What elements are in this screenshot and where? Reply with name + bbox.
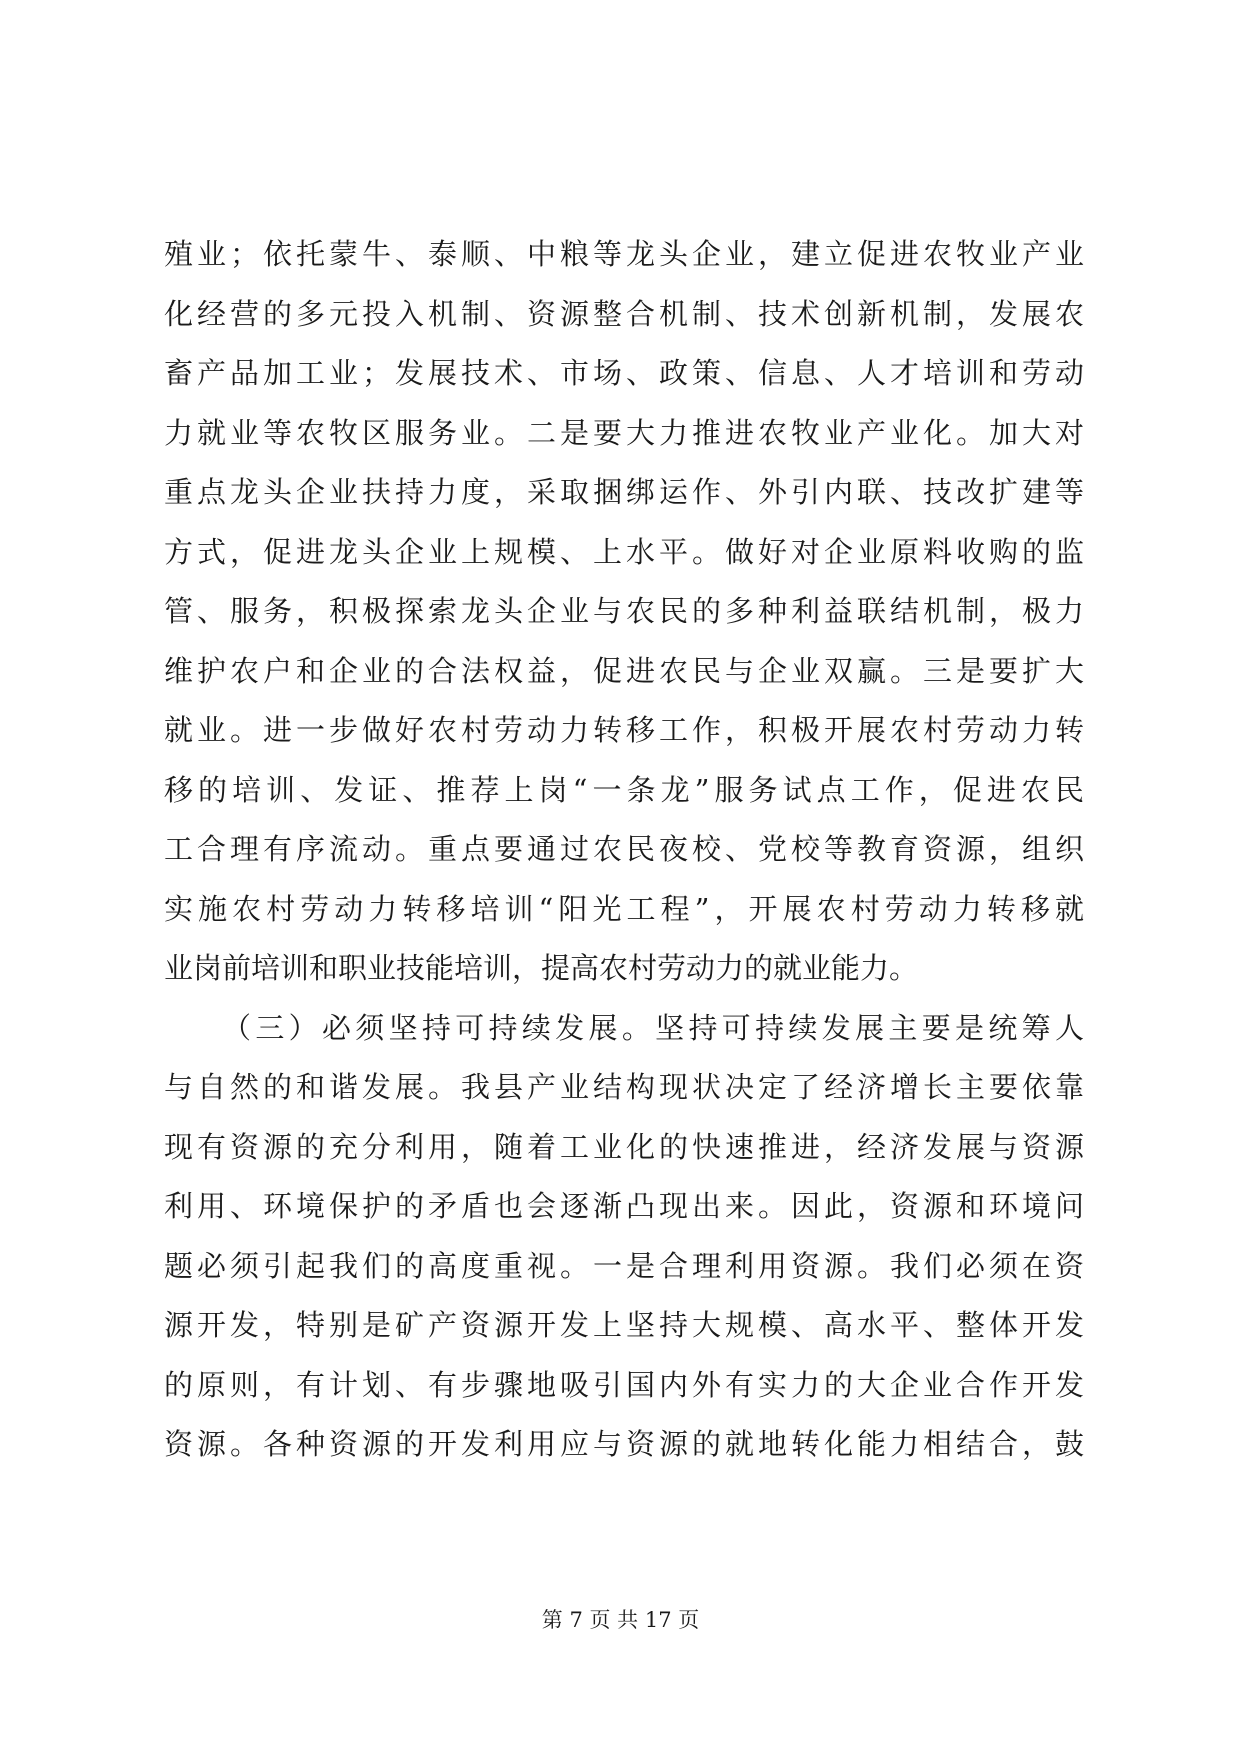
text-line: 题必须引起我们的高度重视。一是合理利用资源。我们必须在资	[164, 1248, 1084, 1283]
text-line-section-start: （三）必须坚持可持续发展。坚持可持续发展主要是统筹人	[222, 1010, 1084, 1045]
text-line-paragraph-end: 业岗前培训和职业技能培训，提高农村劳动力的就业能力。	[164, 951, 919, 985]
text-line: 化经营的多元投入机制、资源整合机制、技术创新机制，发展农	[164, 296, 1084, 331]
text-line: 重点龙头企业扶持力度，采取捆绑运作、外引内联、技改扩建等	[164, 475, 1084, 509]
text-line: 实施农村劳动力转移培训“阳光工程”，开展农村劳动力转移就	[164, 891, 1084, 926]
body-text	[164, 225, 1084, 1475]
text-line: 的原则，有计划、有步骤地吸引国内外有实力的大企业合作开发	[164, 1367, 1084, 1402]
text-line: 与自然的和谐发展。我县产业结构现状决定了经济增长主要依靠	[164, 1070, 1084, 1104]
text-line: 殖业；依托蒙牛、泰顺、中粮等龙头企业，建立促进农牧业产业	[164, 237, 1084, 271]
text-line: 管、服务，积极探索龙头企业与农民的多种利益联结机制，极力	[164, 594, 1084, 628]
text-line: 维护农户和企业的合法权益，促进农民与企业双赢。三是要扩大	[164, 653, 1084, 688]
text-line: 利用、环境保护的矛盾也会逐渐凸现出来。因此，资源和环境问	[164, 1189, 1084, 1223]
text-line: 移的培训、发证、推荐上岗“一条龙”服务试点工作，促进农民	[164, 772, 1084, 807]
text-line: 力就业等农牧区服务业。二是要大力推进农牧业产业化。加大对	[164, 415, 1084, 450]
text-line: 现有资源的充分利用，随着工业化的快速推进，经济发展与资源	[164, 1129, 1084, 1164]
text-line: 源开发，特别是矿产资源开发上坚持大规模、高水平、整体开发	[164, 1308, 1084, 1342]
text-line: 畜产品加工业；发展技术、市场、政策、信息、人才培训和劳动	[164, 356, 1084, 390]
text-line: 资源。各种资源的开发利用应与资源的就地转化能力相结合，鼓	[164, 1427, 1084, 1461]
text-line: 方式，促进龙头企业上规模、上水平。做好对企业原料收购的监	[164, 534, 1084, 569]
page-footer: 第 7 页 共 17 页	[541, 1608, 700, 1632]
text-line: 工合理有序流动。重点要通过农民夜校、党校等教育资源，组织	[164, 832, 1084, 866]
text-line: 就业。进一步做好农村劳动力转移工作，积极开展农村劳动力转	[164, 713, 1084, 747]
